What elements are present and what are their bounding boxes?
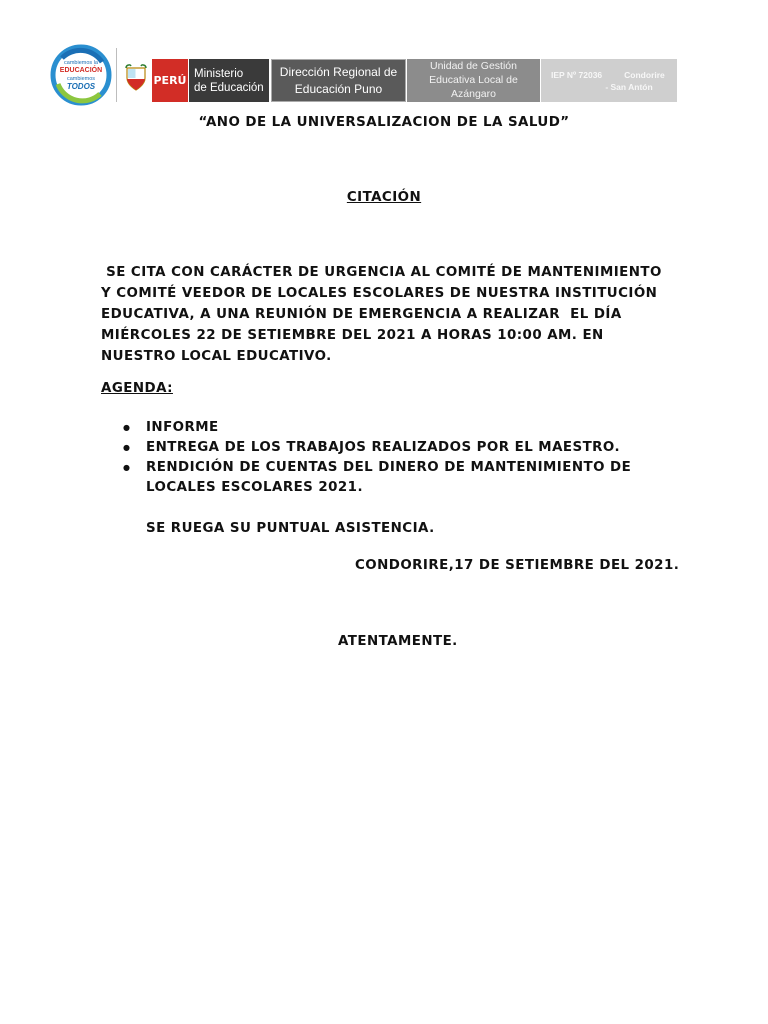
campaign-logo: [50, 44, 112, 106]
document-title: CITACIÓN: [346, 190, 422, 205]
list-item: ● RENDICIÓN DE CUENTAS DEL DINERO DE MANTENIMIENTO DE LOCALES ESCOLARES 2021.: [101, 458, 701, 498]
year-motto: “ANO DE LA UNIVERSALIZACION DE LA SALUD”: [198, 115, 570, 130]
agenda-list: [101, 418, 701, 498]
header-divider: [116, 48, 117, 102]
svg-text:cambiemos: cambiemos: [66, 76, 96, 82]
body-paragraph: [101, 262, 711, 367]
peru-badge: PERÚ: [152, 59, 188, 102]
agenda-heading: AGENDA:: [101, 381, 173, 396]
sign-off: ATENTAMENTE.: [338, 634, 458, 649]
ministerio-label: Ministerio de Educación: [189, 59, 269, 102]
dre-label: Dirección Regional de Educación Puno: [271, 59, 406, 102]
closing-request: SE RUEGA SU PUNTUAL ASISTENCIA.: [146, 521, 435, 536]
svg-text:cambiemos la: cambiemos la: [64, 60, 98, 66]
body-line: MIÉRCOLES 22 DE SETIEMBRE DEL 2021 A HORAS 10:00 AM. EN: [101, 328, 604, 343]
svg-text:TODOS: TODOS: [66, 82, 96, 91]
body-line: NUESTRO LOCAL EDUCATIVO.: [101, 349, 332, 364]
svg-text:EDUCACIÓN: EDUCACIÓN: [59, 67, 103, 74]
body-line: EDUCATIVA, A UNA REUNIÓN DE EMERGENCIA A REALIZAR EL DÍA: [101, 307, 622, 322]
letterhead: [50, 38, 680, 108]
list-item: ● INFORME: [101, 418, 701, 438]
coat-of-arms-icon: [124, 64, 148, 92]
body-line: SE CITA CON CARÁCTER DE URGENCIA AL COMITÉ DE MANTENIMIENTO: [101, 265, 662, 280]
ugel-label: Unidad de Gestión Educativa Local de Azángaro: [407, 59, 540, 102]
place-date: CONDORIRE,17 DE SETIEMBRE DEL 2021.: [355, 558, 680, 573]
iep-label: IEP Nº 72036 Condorire - San Antón: [541, 59, 677, 102]
list-item: ● ENTREGA DE LOS TRABAJOS REALIZADOS POR EL MAESTRO.: [101, 438, 701, 458]
body-line: Y COMITÉ VEEDOR DE LOCALES ESCOLARES DE NUESTRA INSTITUCIÓN: [101, 286, 658, 301]
